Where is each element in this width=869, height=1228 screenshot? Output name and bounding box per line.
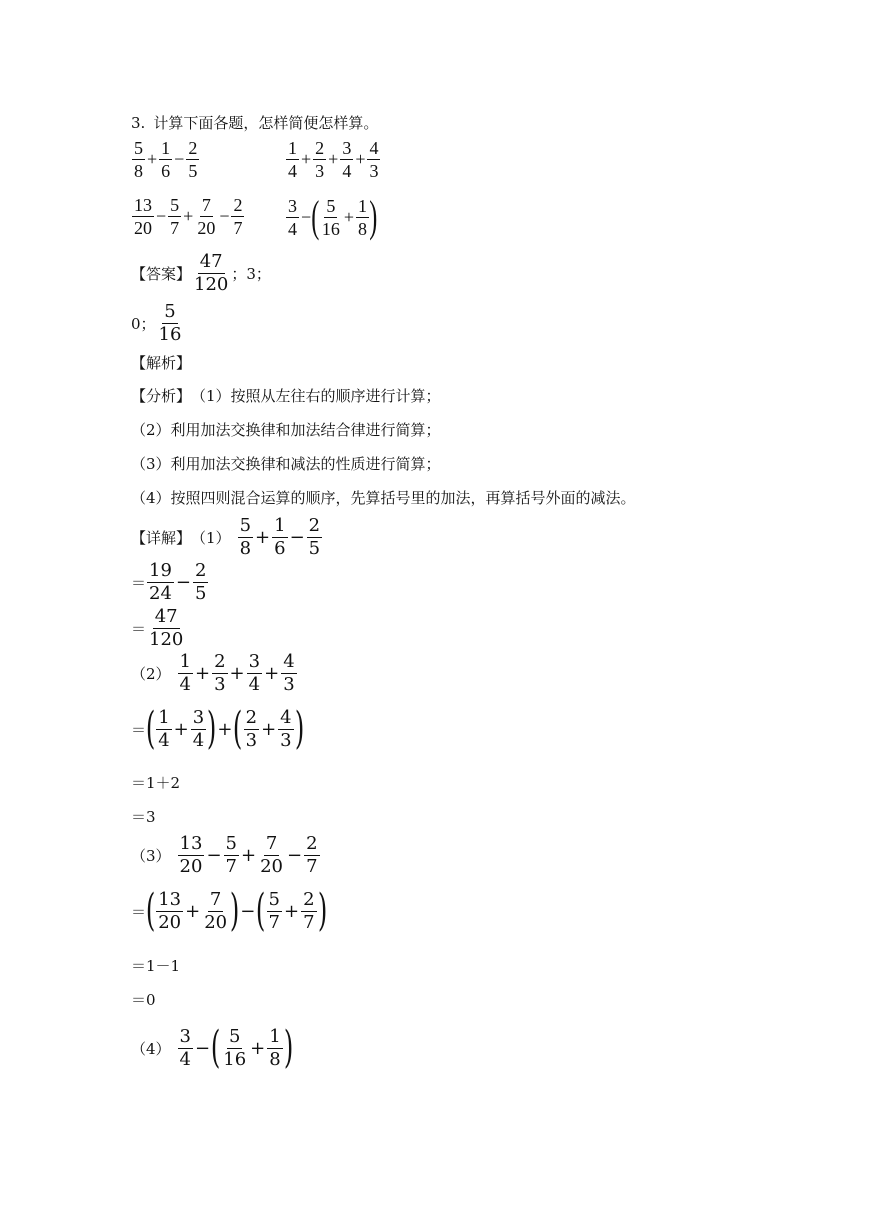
math-operator: +	[328, 149, 339, 169]
fraction	[156, 890, 183, 933]
fraction-numerator: 5	[225, 833, 237, 854]
fraction-denominator: 16	[321, 218, 340, 239]
analysis-step-3: （3）利用加法交换律和减法的性质进行简算；	[131, 455, 441, 473]
math-operator: +	[264, 663, 280, 684]
math-operator: −	[289, 527, 305, 548]
parenthesis: (	[256, 885, 266, 936]
fraction	[320, 196, 342, 239]
math-operator: +	[195, 663, 211, 684]
fraction-numerator: 13	[179, 833, 203, 854]
fraction-numerator: 1	[357, 195, 367, 216]
math-operator: +	[255, 527, 271, 548]
fraction-denominator: 5	[308, 538, 321, 559]
parenthesis: (	[210, 1022, 221, 1073]
fraction-numerator: 5	[164, 301, 176, 322]
fraction-numerator: 19	[149, 560, 172, 581]
fraction-numerator: 5	[268, 888, 280, 910]
fraction-denominator: 20	[260, 856, 283, 877]
fraction-numerator: 1	[179, 651, 191, 672]
math-operator: −	[174, 149, 185, 169]
fraction	[356, 196, 369, 239]
analysis-step-1: 【分析】 （1）按照从左往右的顺序进行计算；	[131, 387, 441, 405]
fraction-numerator: 3	[288, 195, 297, 216]
fraction-numerator: 2	[214, 651, 226, 672]
fraction	[272, 516, 287, 559]
fraction	[178, 1027, 193, 1070]
fraction	[286, 138, 299, 181]
fraction-numerator: 4	[283, 651, 295, 672]
problem-2	[285, 138, 381, 181]
answer-line-2: 0； $\frac{5}{16}$	[131, 301, 182, 345]
detail-3-step-2: ＝1－1	[131, 957, 181, 975]
fraction-denominator: 4	[248, 674, 261, 695]
parenthesis: (	[145, 703, 156, 754]
question-text: 计算下面各题，怎样简便怎样算。	[153, 114, 379, 132]
math-operator: −	[219, 206, 230, 226]
fraction-denominator: 20	[134, 218, 152, 238]
fraction-denominator: 3	[214, 674, 226, 695]
detail-3-result: ＝0	[131, 991, 156, 1009]
fraction	[301, 890, 316, 933]
fraction-numerator: 7	[209, 888, 222, 910]
parenthesis: )	[229, 885, 240, 936]
math-operator: −	[287, 845, 303, 866]
parenthesis: )	[294, 703, 304, 754]
math-operator: −	[156, 206, 167, 226]
analysis-label: 【解析】	[131, 354, 192, 372]
fraction-numerator: 1	[269, 1025, 281, 1047]
fraction	[178, 652, 193, 695]
fraction	[367, 138, 380, 181]
fraction-denominator: 8	[269, 1048, 281, 1070]
fraction	[202, 890, 229, 933]
fraction	[244, 708, 259, 751]
parenthesis: )	[283, 1022, 294, 1073]
fraction-denominator: 4	[342, 161, 352, 181]
answer-separator: ；3；	[231, 265, 271, 283]
detail-1-step-1: ＝ $\frac{19}{24}$ − $\frac{2}{5}$	[131, 560, 207, 604]
fraction-denominator: 5	[188, 161, 198, 181]
fraction-denominator: 16	[223, 1048, 247, 1070]
math-operator: +	[301, 149, 312, 169]
fraction	[132, 195, 154, 238]
detail-1-result: ＝ $\frac{47}{120}$	[131, 606, 184, 650]
fraction-denominator: 20	[197, 218, 216, 238]
fraction-denominator: 16	[158, 324, 182, 345]
fraction-numerator: 3	[192, 706, 205, 728]
fraction-numerator: 47	[154, 606, 178, 627]
fraction-denominator: 7	[225, 856, 237, 877]
fraction-numerator: 5	[239, 515, 252, 536]
fraction	[186, 138, 199, 181]
parenthesis: (	[311, 192, 320, 241]
fraction-numerator: 2	[245, 706, 258, 728]
fraction	[159, 138, 172, 181]
fraction-numerator: 3	[248, 651, 261, 672]
fraction-numerator: 2	[308, 515, 321, 536]
fraction-numerator: 7	[201, 195, 211, 215]
fraction-numerator: 3	[179, 1025, 191, 1047]
fraction-numerator: 47	[199, 251, 223, 272]
question-number: 3.	[131, 113, 146, 132]
analysis-step-2: （2）利用加法交换律和加法结合律进行简算；	[131, 421, 441, 439]
parenthesis: )	[207, 703, 217, 754]
detail-2-step-1: ＝ ( $\frac{1}{4}$ + $\frac{3}{4}$ ) + ( $\frac{2}{3}$ + $\frac{4}{3}$ )	[131, 703, 304, 754]
fraction-denominator: 7	[303, 911, 315, 933]
problem-4	[285, 192, 378, 241]
fraction-denominator: 3	[369, 161, 379, 181]
math-operator: +	[173, 718, 189, 740]
math-operator: +	[261, 718, 277, 740]
fraction-denominator: 20	[204, 911, 228, 933]
detail-2-step-2: ＝1＋2	[131, 774, 181, 792]
detail-2-result: ＝3	[131, 808, 156, 826]
fraction	[147, 607, 185, 650]
math-operator: +	[217, 718, 233, 740]
fraction-numerator: 1	[161, 138, 171, 158]
fraction-denominator: 20	[179, 856, 203, 877]
fraction-numerator: 13	[158, 888, 182, 910]
fraction	[156, 708, 171, 751]
fraction-denominator: 4	[288, 161, 297, 181]
fraction-denominator: 7	[268, 911, 280, 933]
fraction-denominator: 4	[179, 1048, 191, 1070]
fraction-denominator: 120	[194, 274, 229, 295]
fraction-numerator: 7	[265, 833, 278, 854]
question-prompt	[131, 112, 378, 133]
fraction	[278, 708, 293, 751]
math-operator: +	[250, 1037, 266, 1059]
fraction-denominator: 3	[283, 674, 295, 695]
fraction-numerator: 3	[342, 138, 352, 158]
fraction-numerator: 2	[306, 833, 318, 854]
math-operator: −	[240, 900, 256, 922]
math-operator: −	[195, 1037, 211, 1059]
fraction	[281, 652, 296, 695]
math-operator: +	[241, 845, 257, 866]
math-operator: +	[283, 900, 300, 922]
fraction	[147, 561, 174, 604]
fraction	[195, 195, 217, 238]
fraction-numerator: 4	[369, 138, 379, 158]
fraction-denominator: 4	[288, 218, 297, 239]
math-operator: +	[185, 900, 201, 922]
detail-2-expression: （2） $\frac{1}{4}$ + $\frac{2}{3}$ + $\frac{3}{4}$ + $\frac{4}{3}$	[131, 651, 295, 695]
fraction	[224, 834, 239, 877]
fraction	[267, 1027, 282, 1070]
fraction	[191, 708, 206, 751]
fraction	[157, 302, 184, 345]
parenthesis: )	[369, 192, 378, 241]
fraction-denominator: 6	[161, 161, 171, 181]
fraction	[192, 252, 230, 295]
fraction-numerator: 1	[158, 706, 170, 728]
fraction	[221, 1027, 248, 1070]
detail-3-expression: （3） $\frac{13}{20}$ − $\frac{5}{7}$ + $\frac{7}{20}$ − $\frac{2}{7}$	[131, 833, 318, 877]
fraction	[307, 516, 322, 559]
detail-4-expression: （4） $\frac{3}{4}$ − ( $\frac{5}{16}$ + $\frac{1}{8}$ )	[131, 1022, 294, 1073]
fraction	[193, 561, 208, 604]
answer-line-1	[131, 252, 271, 295]
fraction-denominator: 4	[158, 729, 170, 751]
fraction-denominator: 7	[170, 218, 180, 238]
problem-3	[131, 195, 245, 238]
detail-label: 【详解】	[131, 529, 192, 547]
fraction-numerator: 2	[303, 888, 315, 910]
fraction	[178, 834, 205, 877]
fraction	[231, 195, 244, 238]
fraction	[247, 652, 262, 695]
fraction-numerator: 5	[228, 1025, 241, 1047]
fraction-numerator: 1	[288, 138, 297, 158]
problem-1	[131, 138, 200, 181]
detail-3-step-1: ＝ ( $\frac{13}{20}$ + $\frac{7}{20}$ ) − ( $\frac{5}{7}$ + $\frac{2}{7}$ )	[131, 885, 327, 936]
fraction-numerator: 5	[326, 195, 336, 216]
fraction-denominator: 8	[239, 538, 252, 559]
fraction-denominator: 7	[306, 856, 318, 877]
fraction-numerator: 13	[134, 195, 152, 215]
parenthesis: (	[233, 703, 243, 754]
fraction	[212, 652, 227, 695]
fraction-denominator: 20	[158, 911, 182, 933]
fraction-numerator: 2	[233, 195, 243, 215]
analysis-step-4: （4）按照四则混合运算的顺序，先算括号里的加法，再算括号外面的减法。	[131, 489, 636, 507]
math-operator: −	[301, 206, 312, 227]
fraction-denominator: 5	[195, 583, 207, 604]
math-operator: +	[147, 149, 158, 169]
fraction-denominator: 24	[149, 583, 172, 604]
fraction-denominator: 120	[149, 629, 184, 650]
fraction	[132, 138, 145, 181]
fraction	[313, 138, 326, 181]
math-operator: +	[229, 663, 245, 684]
fraction-denominator: 8	[357, 218, 367, 239]
fraction	[267, 890, 282, 933]
math-operator: −	[206, 845, 222, 866]
fraction-denominator: 6	[274, 538, 286, 559]
fraction-denominator: 4	[179, 674, 191, 695]
detail-1-expression: 【详解】 （1） $\frac{5}{8}$ + $\frac{1}{6}$ − $\frac{2}{5}$	[131, 515, 321, 559]
math-operator: −	[175, 572, 192, 593]
fraction-numerator: 2	[188, 138, 198, 158]
fraction-numerator: 2	[195, 560, 207, 581]
math-operator: +	[355, 149, 366, 169]
fraction-denominator: 3	[315, 161, 325, 181]
fraction	[168, 195, 181, 238]
fraction	[304, 834, 319, 877]
fraction	[340, 138, 353, 181]
fraction-denominator: 7	[233, 218, 243, 238]
math-operator: +	[343, 206, 354, 227]
fraction-numerator: 4	[280, 706, 292, 728]
fraction-denominator: 4	[192, 729, 205, 751]
fraction-numerator: 5	[170, 195, 180, 215]
fraction	[286, 196, 299, 239]
answer-label: 【答案】	[131, 265, 192, 283]
parenthesis: (	[145, 885, 156, 936]
fraction-numerator: 2	[315, 138, 325, 158]
fraction	[258, 834, 285, 877]
math-operator: +	[183, 206, 194, 226]
fraction-denominator: 8	[134, 161, 143, 181]
parenthesis: )	[317, 885, 327, 936]
fraction-numerator: 1	[274, 515, 286, 536]
fraction-denominator: 3	[280, 729, 292, 751]
fraction	[238, 516, 253, 559]
fraction-denominator: 3	[245, 729, 258, 751]
fraction-numerator: 5	[134, 138, 143, 158]
